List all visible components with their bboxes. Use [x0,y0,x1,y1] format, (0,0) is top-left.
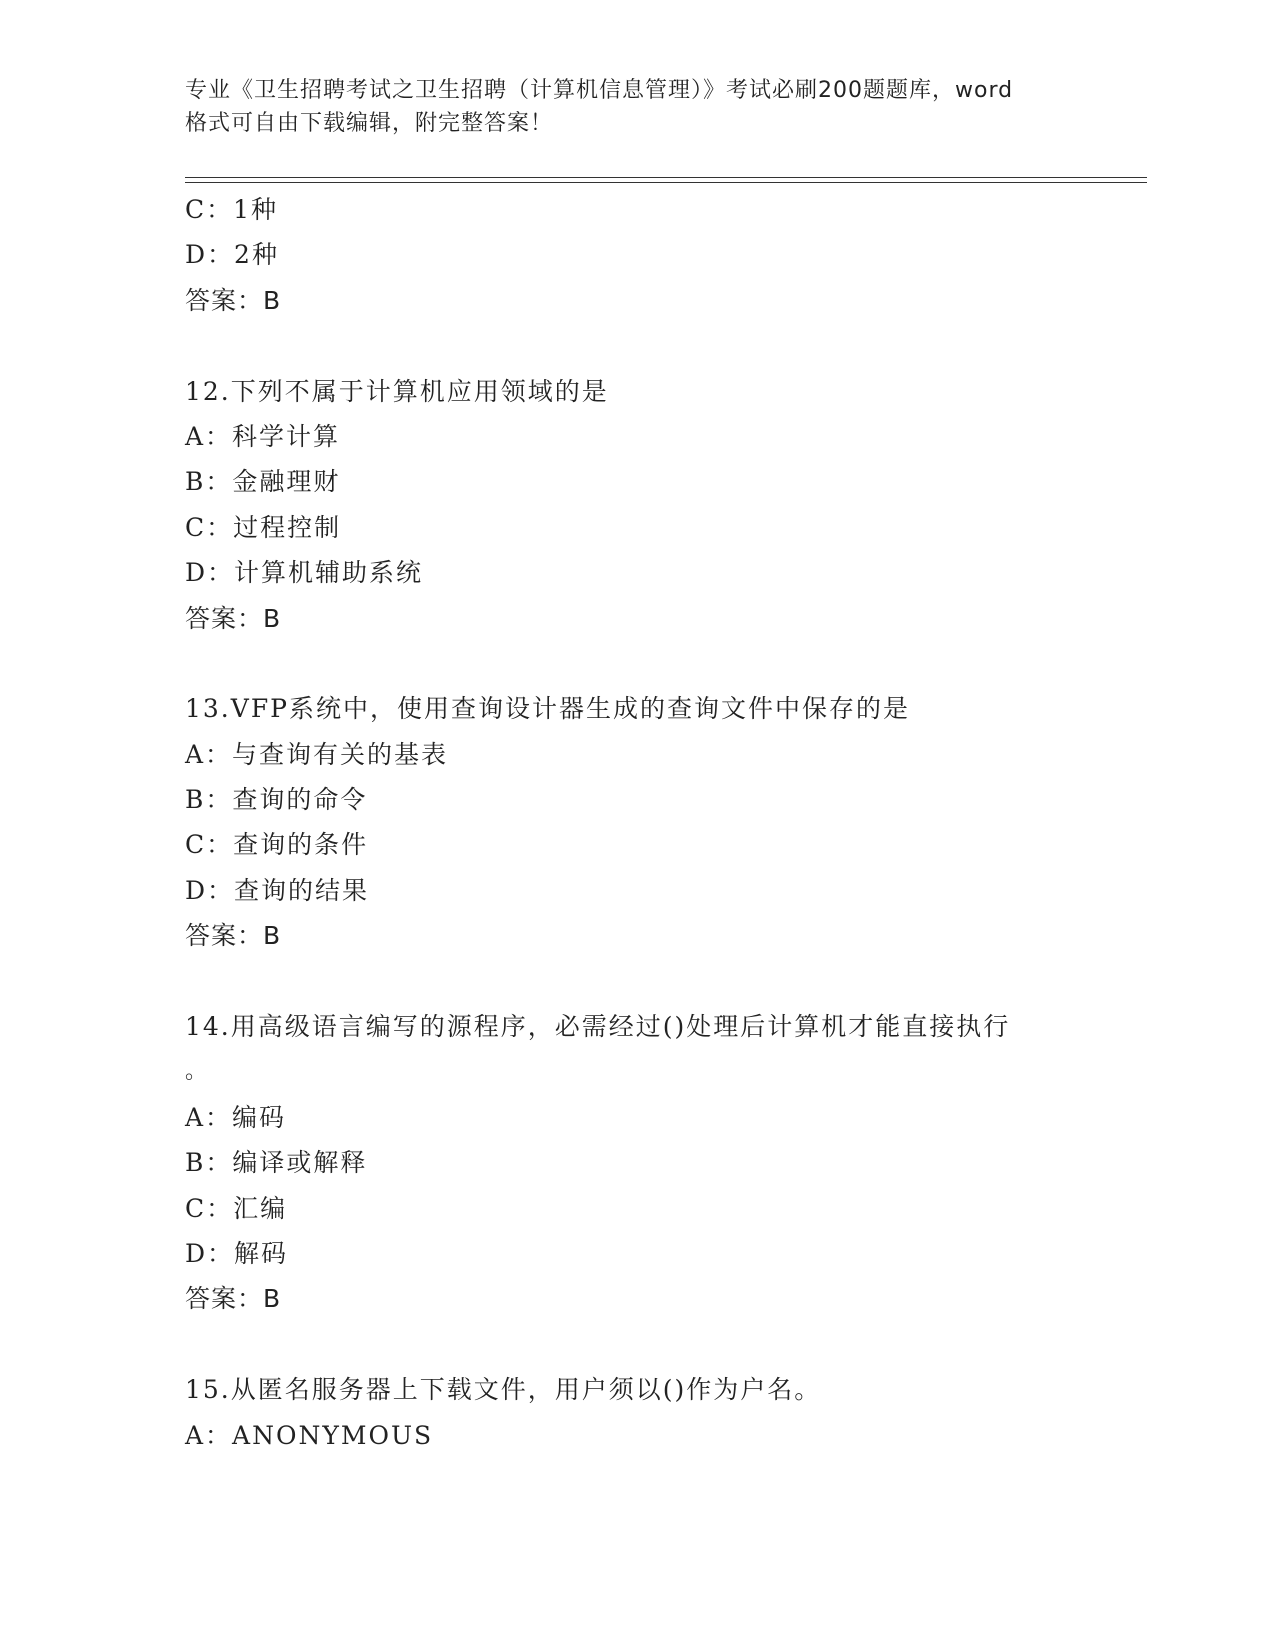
question-stem: 14.用高级语言编写的源程序，必需经过()处理后计算机才能直接执行 [185,1012,1011,1042]
header-rule-top [185,177,1147,178]
question-stem: 15.从匿名服务器上下载文件，用户须以()作为户名。 [185,1375,822,1405]
option-a: A：与查询有关的基表 [185,739,449,769]
answer-label: 答案：B [185,921,282,951]
question-14 [185,1004,1085,1322]
spacer [185,323,1085,368]
option-d: D：解码 [185,1238,289,1268]
option-c: C：汇编 [185,1193,288,1223]
option-d: D：2种 [185,240,279,270]
option-d: D：计算机辅助系统 [185,558,424,588]
question-12 [185,369,1085,641]
question-list [185,187,1085,1458]
spacer [185,959,1085,1004]
option-c: C：过程控制 [185,512,342,542]
header-line-2: 格式可自由下载编辑，附完整答案！ [185,111,554,136]
document-header [185,74,1085,140]
previous-question [185,187,1085,323]
header-line-1: 专业《卫生招聘考试之卫生招聘（计算机信息管理）》考试必刷200题题库，word [185,78,1014,103]
option-d: D：查询的结果 [185,875,370,905]
spacer [185,1322,1085,1367]
option-b: B：编译或解释 [185,1148,368,1178]
option-a: A：ANONYMOUS [185,1420,434,1450]
option-a: A：编码 [185,1102,287,1132]
option-b: B：金融理财 [185,467,341,497]
question-15 [185,1367,1085,1458]
answer-label: 答案：B [185,285,282,315]
header-rule-bottom [185,182,1147,183]
answer-label: 答案：B [185,1284,282,1314]
option-b: B：查询的命令 [185,785,368,815]
option-a: A：科学计算 [185,421,341,451]
question-stem-continuation: 。 [185,1059,210,1085]
answer-label: 答案：B [185,603,282,633]
spacer [185,641,1085,686]
option-c: C：查询的条件 [185,830,369,860]
question-13 [185,686,1085,958]
option-c: C：1种 [185,195,279,224]
question-stem: 12.下列不属于计算机应用领域的是 [185,376,609,406]
question-stem: 13.VFP系统中，使用查询设计器生成的查询文件中保存的是 [185,694,910,724]
